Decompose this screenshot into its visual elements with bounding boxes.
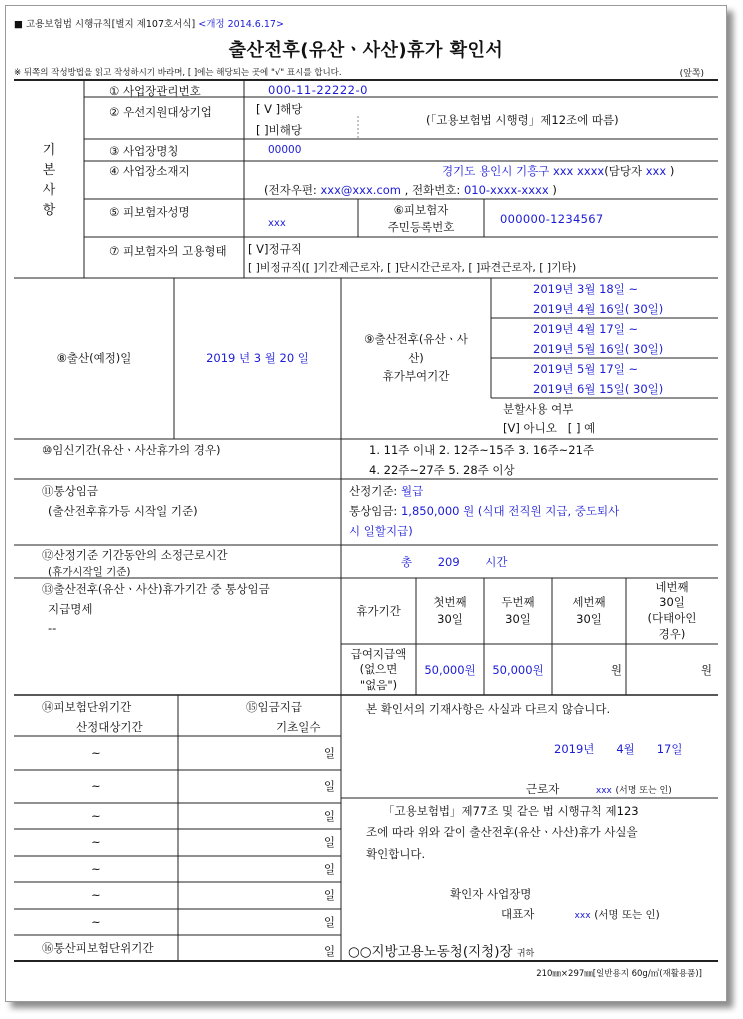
ordinary-wage-label: ⑪통상임금 [42,484,98,498]
paper-spec: 210㎜×297㎜[일반용지 60g/㎡(재활용품)] [536,969,702,979]
label-line: 주민등록번호 [387,220,455,234]
addressee-line [348,940,534,960]
leave-period-2-end[interactable]: 2019년 5월 16일( 30일) [533,342,664,356]
label-line: 산) [408,350,424,365]
business-address-line[interactable] [442,163,674,179]
manager-prefix: (담당자 [604,164,643,178]
payment-amount-4[interactable]: 원 [700,662,712,677]
payment-details-label: ⑬출산전후(유산ㆍ사산)휴가기간 중 통상임금 [42,582,270,596]
header-line: 30일 [576,612,602,626]
label-line: ⑥피보험자 [393,202,449,217]
header-line: "없음") [359,677,398,692]
label-line: 휴가부여기간 [382,369,450,384]
payment-amount-2[interactable]: 50,000원 [492,662,544,677]
split-no-option[interactable]: [V] 아니오 [503,421,557,435]
section-char: 사 [42,183,56,198]
leave-period-3-end[interactable]: 2019년 6월 15일( 30일) [533,382,664,396]
basic-section-label [14,131,84,231]
worker-name: xxx [595,786,612,796]
hours-prefix: 총 [401,555,413,569]
insured-row-period[interactable]: ~ [91,779,101,794]
wage-amount-prefix: 통상임금: [349,504,398,518]
phone-suffix: ) [552,183,557,197]
pregnancy-period-label: ⑩임신기간(유산ㆍ사산휴가의 경우) [42,443,221,457]
representative-line[interactable] [501,906,660,922]
insured-row-days[interactable]: 일 [323,888,335,903]
insured-row-period[interactable]: ~ [91,745,101,760]
insured-row-period[interactable]: ~ [91,808,101,823]
worker-sign-note: (서명 또는 인) [615,786,672,796]
manager-value: xxx [645,164,667,178]
header-line: 두번째 [501,595,535,610]
payment-col-4-header [626,578,718,644]
pregnancy-options-line1[interactable]: 1. 11주 이내 2. 12주~15주 3. 16주~21주 [369,443,595,457]
split-use-label: 분할사용 여부 [503,402,574,416]
wage-amount-line[interactable] [349,503,619,519]
phone-prefix: , 전화번호: [404,183,461,197]
business-number-label: ① 사업장관리번호 [109,84,201,98]
insured-row-days[interactable]: 일 [323,914,335,929]
priority-legal-note: (「고용보험법 시행령」제12조에 따름) [426,113,619,127]
contact-line[interactable] [264,182,557,198]
section-char: 항 [42,203,56,219]
page-side: (앞쪽) [679,69,704,79]
insured-period-label: ⑭피보험단위기간 [42,700,132,714]
legal-text-line3: 확인합니다. [366,847,426,861]
section-char: 기 [42,142,56,158]
header-line: 경우) [658,626,686,641]
birth-date-label: ⑧출산(예정)일 [56,351,132,366]
payment-col-1-header [416,586,484,636]
revision-note: <개정 2014.6.17> [198,19,284,30]
form-sheet [5,5,727,1002]
leave-period-header: 휴가기간 [356,603,401,618]
insured-row-period[interactable]: ~ [91,914,101,929]
worker-signature-line[interactable] [526,781,672,797]
header-line: 첫번째 [433,595,467,610]
insured-name-label: ⑤ 피보험자성명 [109,205,190,219]
phone-value: 010-xxxx-xxxx [463,183,549,197]
pregnancy-options-line2[interactable]: 4. 22주~27주 5. 28주 이상 [369,463,515,477]
legal-text-line1: 「고용보험법」제77조 및 같은 법 시행규칙 제123 [383,804,639,818]
addressee-suffix: 귀하 [516,949,535,959]
legal-text-line2: 조에 따라 위와 같이 출산전후(유산ㆍ사산)휴가 사실을 [366,825,638,839]
email-value: xxx@xxx.com [320,183,402,197]
insured-row-days[interactable]: 일 [323,745,335,760]
leave-period-1-start[interactable]: 2019년 3월 18일 ~ [533,282,639,296]
total-insured-period-label: ⑯통산피보험단위기간 [42,941,154,955]
employment-type-label: ⑦ 피보험자의 고용형태 [109,244,227,258]
rep-label: 대표자 [501,907,535,921]
resident-number-value[interactable]: 000000-1234567 [500,212,604,226]
wage-basis-line[interactable] [349,483,423,499]
insured-row-days[interactable]: 일 [323,861,335,876]
leave-period-2-start[interactable]: 2019년 4월 17일 ~ [533,322,639,336]
insured-row-days[interactable]: 일 [323,808,335,823]
instruction-note: ※ 뒤쪽의 작성방법을 읽고 작성하시기 바라며, [ ]에는 해당되는 곳에 "√" 표시를 합니다. [14,68,342,78]
confirmer-business-label: 확인자 사업장명 [450,887,532,901]
priority-support-label: ② 우선지원대상기업 [109,105,212,119]
employment-nonregular-options[interactable]: [ ]비정규직([ ]기간제근로자, [ ]단시간근로자, [ ]파견근로자, [ ]기타) [248,261,577,274]
payment-amount-header [341,645,416,695]
rep-sign-note: (서명 또는 인) [594,909,660,921]
insured-name-value[interactable]: xxx [268,218,286,229]
payment-details-label-3: -- [48,621,57,635]
business-number-value[interactable]: 000-11-22222-0 [268,83,368,97]
priority-not-applicable-option[interactable]: [ ]비해당 [256,123,302,137]
email-prefix: (전자우편: [264,183,317,197]
payment-amount-1[interactable]: 50,000원 [424,662,476,677]
rep-name: xxx [574,911,591,921]
header-line: 30일 [659,595,685,610]
wage-basis-value: 월급 [400,484,424,498]
insured-row-period[interactable]: ~ [91,888,101,903]
leave-period-3-start[interactable]: 2019년 5월 17일 ~ [533,362,639,376]
header-line: 세번째 [572,595,606,610]
employment-regular-option[interactable]: [ V]정규직 [248,242,302,256]
hours-value: 209 [437,555,460,569]
date-day: 17일 [656,742,683,756]
form-ref-text: ■ 고용보험법 시행규칙[별지 제107호서식] [14,19,196,30]
label-line: ⑨출산전후(유산ㆍ사 [364,332,468,347]
priority-applicable-option[interactable] [256,101,302,117]
confirmation-date[interactable] [554,741,682,757]
payment-details-label-2: 지급명세 [48,602,93,616]
leave-period-label [341,324,491,392]
insured-row-period[interactable]: ~ [91,861,101,876]
wage-amount-value: 1,850,000 원 (식대 전직원 지급, 중도퇴사 [400,504,620,518]
business-address-label: ④ 사업장소재지 [109,164,190,178]
business-name-label: ③ 사업장명칭 [109,144,179,158]
form-title: 출산전후(유산ㆍ사산)휴가 확인서 [228,40,504,61]
birth-date-value[interactable]: 2019 년 3 월 20 일 [206,351,309,366]
insured-row-days[interactable]: 일 [323,779,335,794]
resident-number-label [358,201,484,237]
working-hours-total[interactable] [401,554,507,570]
header-line: 30일 [437,612,463,626]
total-insured-period-unit[interactable]: 일 [324,944,336,958]
hours-unit: 시간 [485,555,508,569]
working-hours-sublabel: (휴가시작일 기준) [48,566,131,578]
leave-period-1-end[interactable]: 2019년 4월 16일( 30일) [533,302,664,316]
confirmation-statement: 본 확인서의 기재사항은 사실과 다르지 않습니다. [366,702,611,716]
insured-row-days[interactable]: 일 [323,835,335,850]
payment-col-3-header [552,586,626,636]
split-use-options[interactable] [503,420,595,436]
header-line: 급여지급액 [350,646,407,661]
header-line: (다태아인 [647,611,697,625]
payment-col-2-header [484,586,552,636]
split-yes-option[interactable]: [ ] 예 [567,421,596,435]
addressee: ○○지방고용노동청(지청)장 [348,944,513,960]
wage-amount-continued: 시 일할지급) [349,524,413,538]
header-line: 30일 [505,612,531,626]
manager-suffix: ) [669,164,675,178]
insured-row-period[interactable]: ~ [91,835,101,850]
business-name-value[interactable]: 00000 [268,144,302,156]
working-hours-label: ⑫산정기준 기간동안의 소정근로시간 [42,548,228,562]
date-year: 2019년 [554,742,595,756]
worker-label: 근로자 [526,782,560,796]
payment-amount-3[interactable]: 원 [610,662,622,677]
section-char: 본 [42,162,56,178]
wage-basis-prefix: 산정기준: [349,484,398,498]
header-line: 네번째 [655,579,689,594]
wage-days-sublabel: 기초일수 [276,720,321,734]
ordinary-wage-sublabel: (출산전후휴가등 시작일 기준) [48,504,198,518]
option-text: [ V ]해당 [256,102,303,116]
insured-period-sublabel: 산정대상기간 [76,720,143,734]
header-line: (없으면 [359,662,398,677]
wage-days-label: ⑮임금지급 [246,700,302,714]
address-value: 경기도 용인시 기흥구 xxx xxxx [442,164,605,178]
date-month: 4월 [616,742,635,756]
